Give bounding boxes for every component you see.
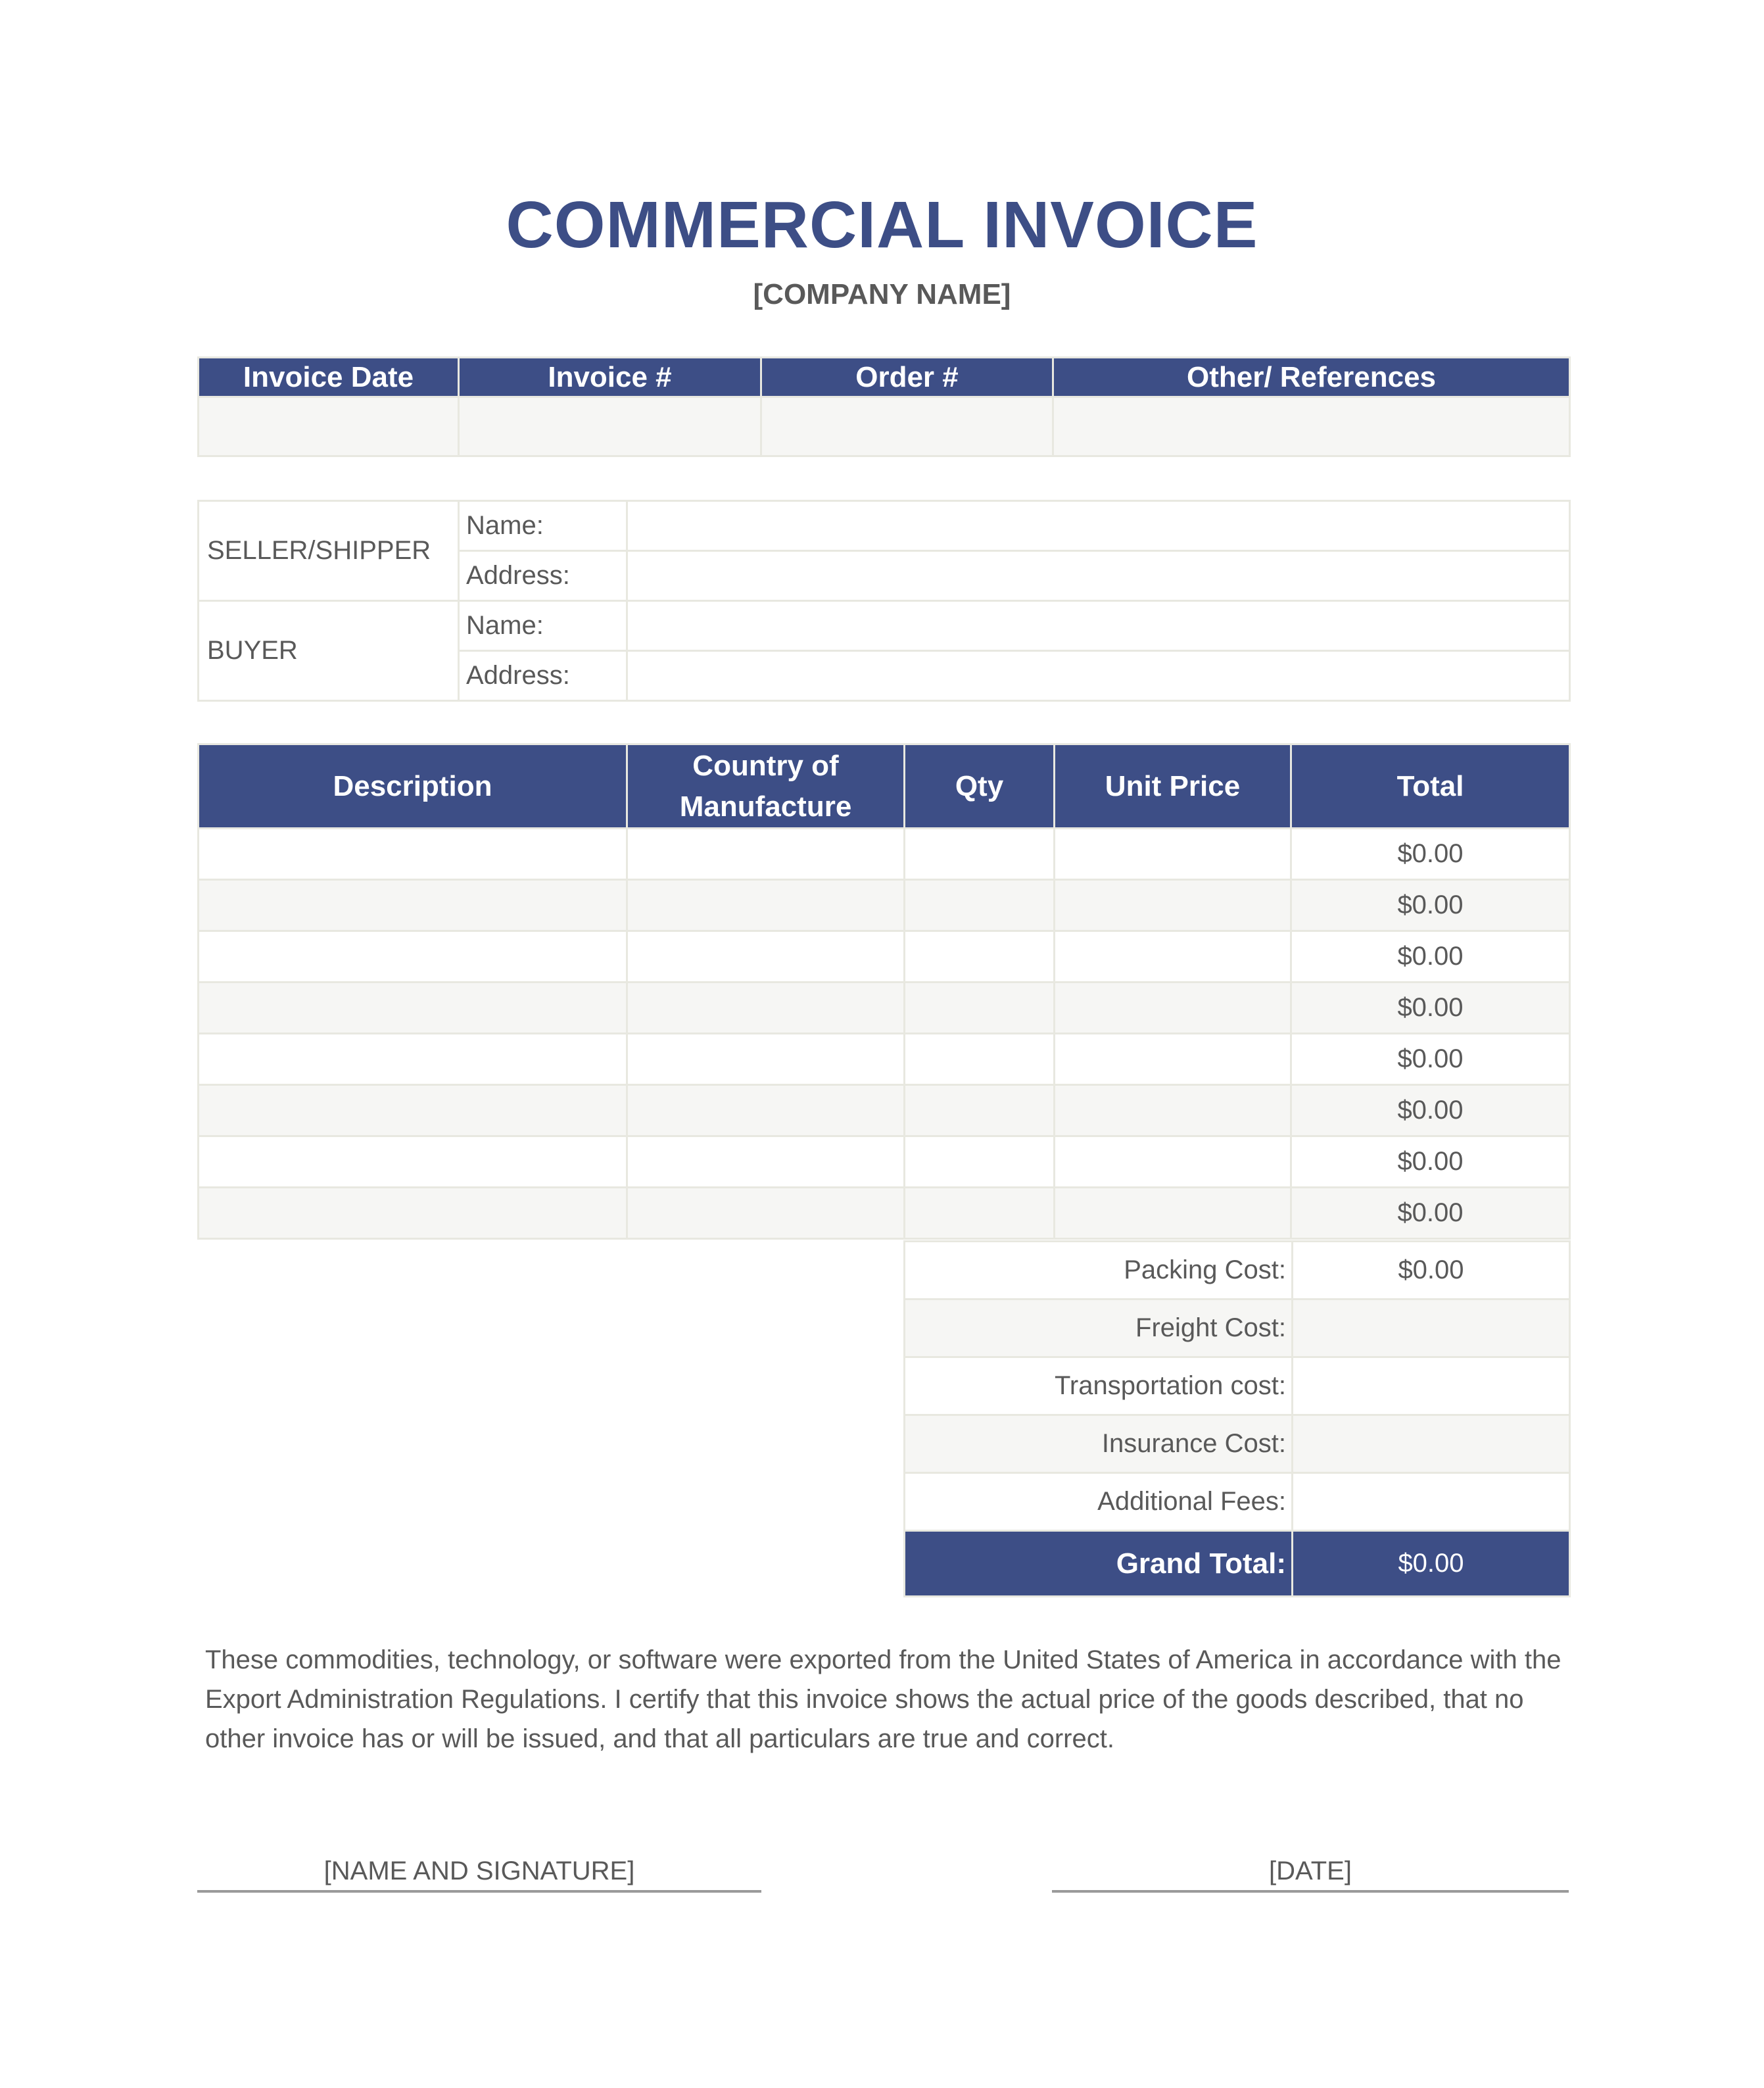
description-cell[interactable] (199, 880, 627, 931)
item-row (199, 880, 1570, 931)
transportation-cost-label: Transportation cost: (905, 1357, 1293, 1415)
total-cell: $0.00 (1291, 1034, 1570, 1085)
transportation-cost-value[interactable] (1293, 1357, 1570, 1415)
invoice-info-table (197, 356, 1571, 457)
unit-price-cell[interactable] (1055, 1188, 1291, 1239)
additional-fees-label: Additional Fees: (905, 1473, 1293, 1531)
description-cell[interactable] (199, 1085, 627, 1136)
unit-price-cell[interactable] (1055, 1085, 1291, 1136)
item-row (199, 1034, 1570, 1085)
order-number-field[interactable] (761, 397, 1053, 456)
company-name: [COMPANY NAME] (753, 278, 1011, 310)
total-cell: $0.00 (1291, 931, 1570, 983)
seller-shipper-label: SELLER/SHIPPER (199, 501, 459, 601)
country-cell[interactable] (627, 1085, 905, 1136)
item-row (199, 1136, 1570, 1188)
unit-price-cell[interactable] (1055, 931, 1291, 983)
country-cell[interactable] (627, 1136, 905, 1188)
signature-date-line[interactable]: [DATE] (1052, 1852, 1569, 1893)
country-cell[interactable] (627, 1034, 905, 1085)
grand-total-label: Grand Total: (905, 1531, 1293, 1597)
header-total: Total (1291, 744, 1570, 829)
unit-price-cell[interactable] (1055, 1136, 1291, 1188)
signature-name-line[interactable]: [NAME AND SIGNATURE] (197, 1852, 761, 1893)
export-statement: These commodities, technology, or software were exported from the United States of America in accordance with the Export Administration Regulations. I certify that this invoice shows the actual price of the goods described, that no other invoice has or will be issued, and that all particulars are true and correct. (205, 1645, 1561, 1753)
item-row (199, 1085, 1570, 1136)
qty-cell[interactable] (905, 829, 1055, 880)
seller-address-field[interactable] (627, 551, 1570, 601)
freight-cost-value[interactable] (1293, 1299, 1570, 1357)
unit-price-cell[interactable] (1055, 1034, 1291, 1085)
item-row (199, 829, 1570, 880)
description-cell[interactable] (199, 1034, 627, 1085)
description-cell[interactable] (199, 1136, 627, 1188)
header-country-line1: Country of (692, 749, 839, 782)
header-invoice-number: Invoice # (459, 358, 761, 397)
total-cell: $0.00 (1291, 983, 1570, 1034)
party-table (197, 500, 1571, 702)
country-cell[interactable] (627, 880, 905, 931)
qty-cell[interactable] (905, 983, 1055, 1034)
items-body (199, 829, 1570, 1239)
qty-cell[interactable] (905, 931, 1055, 983)
header-other-references: Other/ References (1053, 358, 1570, 397)
packing-cost-label: Packing Cost: (905, 1242, 1293, 1299)
qty-cell[interactable] (905, 1034, 1055, 1085)
buyer-label: BUYER (199, 601, 459, 701)
invoice-title: COMMERCIAL INVOICE (506, 188, 1258, 262)
description-cell[interactable] (199, 983, 627, 1034)
freight-cost-label: Freight Cost: (905, 1299, 1293, 1357)
seller-name-field[interactable] (627, 501, 1570, 551)
country-cell[interactable] (627, 1188, 905, 1239)
buyer-name-field[interactable] (627, 601, 1570, 651)
description-cell[interactable] (199, 829, 627, 880)
total-cell: $0.00 (1291, 829, 1570, 880)
total-cell: $0.00 (1291, 1136, 1570, 1188)
header-country-line2: Manufacture (679, 790, 852, 823)
seller-address-label: Address: (459, 551, 627, 601)
additional-fees-value[interactable] (1293, 1473, 1570, 1531)
description-cell[interactable] (199, 1188, 627, 1239)
qty-cell[interactable] (905, 1136, 1055, 1188)
summary-table (903, 1240, 1571, 1597)
qty-cell[interactable] (905, 1188, 1055, 1239)
unit-price-cell[interactable] (1055, 880, 1291, 931)
total-cell: $0.00 (1291, 880, 1570, 931)
header-qty: Qty (905, 744, 1055, 829)
qty-cell[interactable] (905, 1085, 1055, 1136)
item-row (199, 983, 1570, 1034)
buyer-address-field[interactable] (627, 651, 1570, 701)
country-cell[interactable] (627, 983, 905, 1034)
header-description: Description (199, 744, 627, 829)
invoice-date-field[interactable] (199, 397, 459, 456)
total-cell: $0.00 (1291, 1188, 1570, 1239)
grand-total-value: $0.00 (1293, 1531, 1570, 1597)
description-cell[interactable] (199, 931, 627, 983)
seller-name-label: Name: (459, 501, 627, 551)
header-order-number: Order # (761, 358, 1053, 397)
item-row (199, 1188, 1570, 1239)
other-references-field[interactable] (1053, 397, 1570, 456)
packing-cost-value[interactable]: $0.00 (1293, 1242, 1570, 1299)
unit-price-cell[interactable] (1055, 829, 1291, 880)
qty-cell[interactable] (905, 880, 1055, 931)
buyer-name-label: Name: (459, 601, 627, 651)
unit-price-cell[interactable] (1055, 983, 1291, 1034)
insurance-cost-label: Insurance Cost: (905, 1415, 1293, 1473)
invoice-number-field[interactable] (459, 397, 761, 456)
buyer-address-label: Address: (459, 651, 627, 701)
country-cell[interactable] (627, 931, 905, 983)
total-cell: $0.00 (1291, 1085, 1570, 1136)
header-unit-price: Unit Price (1055, 744, 1291, 829)
insurance-cost-value[interactable] (1293, 1415, 1570, 1473)
country-cell[interactable] (627, 829, 905, 880)
item-row (199, 931, 1570, 983)
header-invoice-date: Invoice Date (199, 358, 459, 397)
header-country-of-manufacture (627, 744, 905, 829)
items-table (197, 743, 1571, 1240)
